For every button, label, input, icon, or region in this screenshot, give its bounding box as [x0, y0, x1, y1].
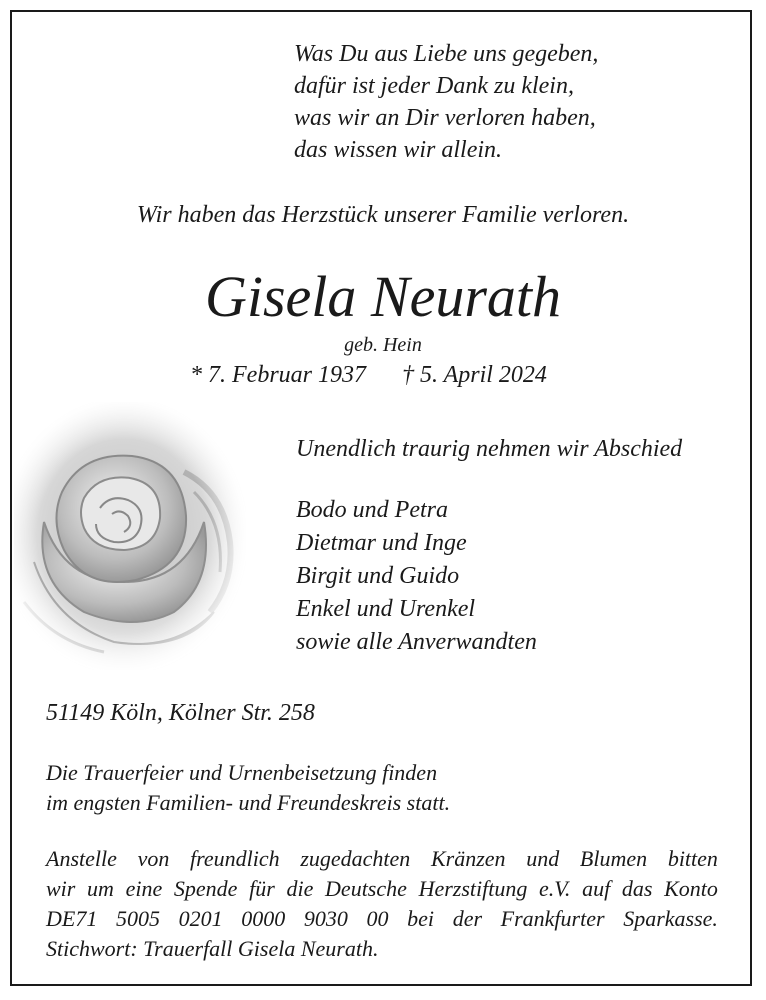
donation-word: wir	[46, 876, 76, 901]
donation-word: 0000	[241, 906, 286, 931]
donation-word: Konto	[664, 876, 718, 901]
donation-word: 0201	[178, 906, 223, 931]
donation-last-line: Stichwort: Trauerfall Gisela Neurath.	[46, 936, 379, 961]
donation-word: eine	[125, 876, 163, 901]
intro-text: Wir haben das Herzstück unserer Familie verloren.	[136, 202, 630, 228]
mourning-line: Unendlich traurig nehmen wir Abschied	[296, 436, 683, 462]
donation-line	[46, 874, 718, 904]
poem-line: dafür ist jeder Dank zu klein,	[294, 73, 574, 99]
donation-line	[46, 904, 718, 934]
donation-word: Sparkasse.	[623, 906, 718, 931]
family-member: Bodo und Petra	[296, 497, 448, 523]
donation-word: freundlich	[190, 846, 280, 871]
donation-word: Kränzen	[430, 846, 506, 871]
donation-word: um	[87, 876, 114, 901]
donation-word: 00	[366, 906, 389, 931]
ceremony-line: Die Trauerfeier und Urnenbeisetzung finden	[46, 760, 438, 785]
ceremony-line: im engsten Familien- und Freundeskreis statt.	[46, 790, 451, 815]
donation-word: von	[137, 846, 170, 871]
address: 51149 Köln, Kölner Str. 258	[46, 700, 315, 726]
family-member: sowie alle Anverwandten	[296, 629, 537, 655]
donation-line	[46, 844, 718, 874]
poem-line: Was Du aus Liebe uns gegeben,	[294, 41, 599, 67]
family-member: Enkel und Urenkel	[296, 596, 476, 622]
donation-word: 9030	[303, 906, 348, 931]
donation-word: bei	[407, 906, 435, 931]
poem-line: was wir an Dir verloren haben,	[294, 105, 596, 131]
family-member: Birgit und Guido	[296, 563, 460, 589]
birth-name: geb. Hein	[344, 334, 422, 356]
poem-line: das wissen wir allein.	[294, 137, 503, 163]
donation-word: DE71	[46, 906, 98, 931]
donation-word: und	[526, 846, 560, 871]
donation-word: für	[249, 876, 275, 901]
donation-note	[46, 844, 718, 964]
donation-word: zugedachten	[300, 846, 411, 871]
death-date: † 5. April 2024	[402, 362, 547, 388]
donation-word: Herzstiftung	[418, 876, 528, 901]
donation-word: die	[286, 876, 314, 901]
donation-word: der	[452, 906, 483, 931]
ceremony-note	[46, 758, 450, 818]
birth-date: * 7. Februar 1937	[190, 362, 366, 388]
deceased-name: Gisela Neurath	[204, 264, 562, 329]
donation-word: Anstelle	[46, 846, 117, 871]
donation-word: das	[621, 876, 653, 901]
donation-word: auf	[582, 876, 611, 901]
life-dates	[190, 362, 547, 389]
donation-word: Deutsche	[325, 876, 407, 901]
donation-word: Spende	[173, 876, 238, 901]
donation-word: Frankfurter	[500, 906, 605, 931]
family-member: Dietmar und Inge	[296, 530, 467, 556]
donation-word: Blumen	[579, 846, 648, 871]
rose-image	[14, 402, 246, 670]
donation-word: e.V.	[539, 876, 571, 901]
donation-word: bitten	[667, 846, 718, 871]
donation-word: 5005	[115, 906, 160, 931]
poem	[294, 38, 598, 166]
family-list	[296, 494, 537, 659]
